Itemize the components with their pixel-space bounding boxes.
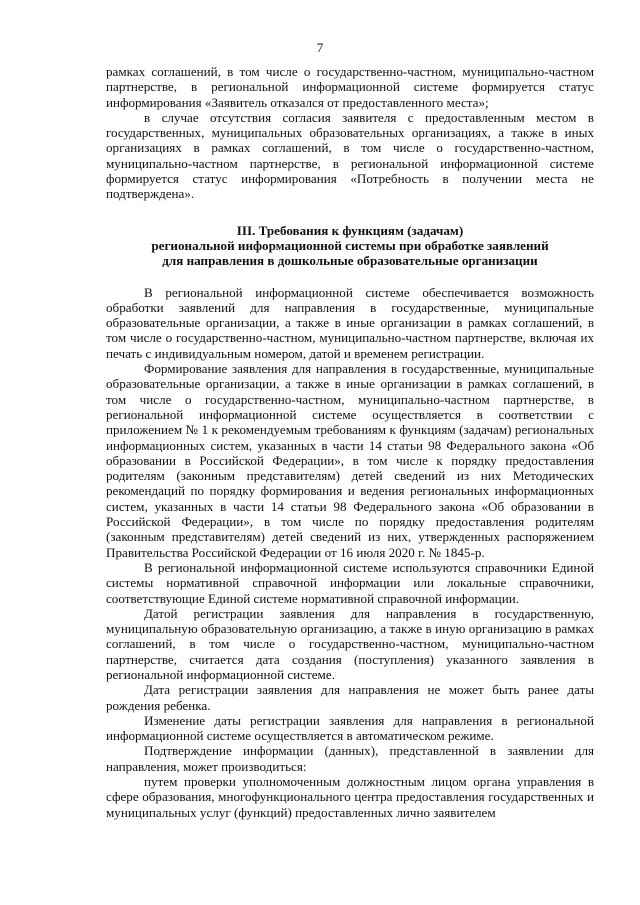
document-body (106, 64, 594, 820)
body-paragraph: Датой регистрации заявления для направления в государственную, муниципальную образовательную организацию, а также в иную организацию в рамках соглашений, в том числе о государственно-частном, муниципально-частном партнерстве, считается дата создания (поступления) указанного заявления в региональной информационной системе. (106, 605, 594, 682)
body-paragraph: Изменение даты регистрации заявления для направления в региональной информационной системе осуществляется в автоматическом режиме. (106, 712, 594, 744)
body-paragraph: Подтверждение информации (данных), представленной в заявлении для направления, может производиться: (106, 743, 594, 774)
section-heading-line: для направления в дошкольные образовательные организации (162, 253, 538, 269)
section-heading-line: III. Требования к функциям (задачам) (236, 222, 464, 238)
section-heading (106, 223, 594, 269)
intro-paragraph-continued: рамках соглашений, в том числе о государственно-частном, муниципально-частном партнерстве, в региональной информационной системе формируется статус информирования «Заявитель отказался от предоставленного места»; (106, 64, 594, 110)
body-paragraph: путем проверки уполномоченным должностным лицом органа управления в сфере образования, многофункционального центра предоставления государственных и муниципальных услуг (функций) предоставленных лично заявителем (106, 774, 594, 820)
body-paragraph: Формирование заявления для направления в государственные, муниципальные образовательные организации, а также в иные организации в рамках соглашений, в том числе о государственно-частном, муниципально-частном партнерстве, в региональной информационной системе осуществляется в соответствии с приложением № 1 к рекомендуемым требованиям к функциям (задачам) региональных информационных систем, указанных в части 14 статьи 98 Федерального закона «Об образовании в Российской Федерации», в том числе к порядку предоставления родителям (законным представителям) детей сведений из них Методических рекомендаций по порядку формирования и ведения региональных информационных систем, указанных в части 14 статьи 98 Федерального закона «Об образовании в Российской Федерации», в том числе по порядку предоставления родителям (законным представителям) детей сведений из них, утвержденных распоряжением Правительства Российской Федерации от 16 июля 2020 г. № 1845-р. (106, 361, 594, 560)
section-heading-line: региональной информационной системы при обработке заявлений (151, 237, 549, 253)
page-number: 7 (316, 40, 324, 55)
body-paragraph: Дата регистрации заявления для направления не может быть ранее даты рождения ребенка. (106, 682, 594, 713)
body-paragraph: В региональной информационной системе используются справочники Единой системы нормативной справочной информации или локальные справочники, соответствующие Единой системе нормативной справочной информации. (106, 559, 594, 606)
intro-paragraph: в случае отсутствия согласия заявителя с предоставленным местом в государственных, муниципальных образовательных организациях, а также в иных организациях в рамках соглашений, в том числе о государственно-частном, муниципально-частном партнерстве, в региональной информационной системе формируется статус информирования «Потребность в получении места не подтверждена». (106, 109, 594, 202)
body-paragraph: В региональной информационной системе обеспечивается возможность обработки заявлений для направления в государственные, муниципальные образовательные организации, а также в иные организации в рамках соглашений, в том числе о государственно-частном, муниципально-частном партнерстве, включая их печать с индивидуальным номером, датой и временем регистрации. (106, 284, 594, 361)
